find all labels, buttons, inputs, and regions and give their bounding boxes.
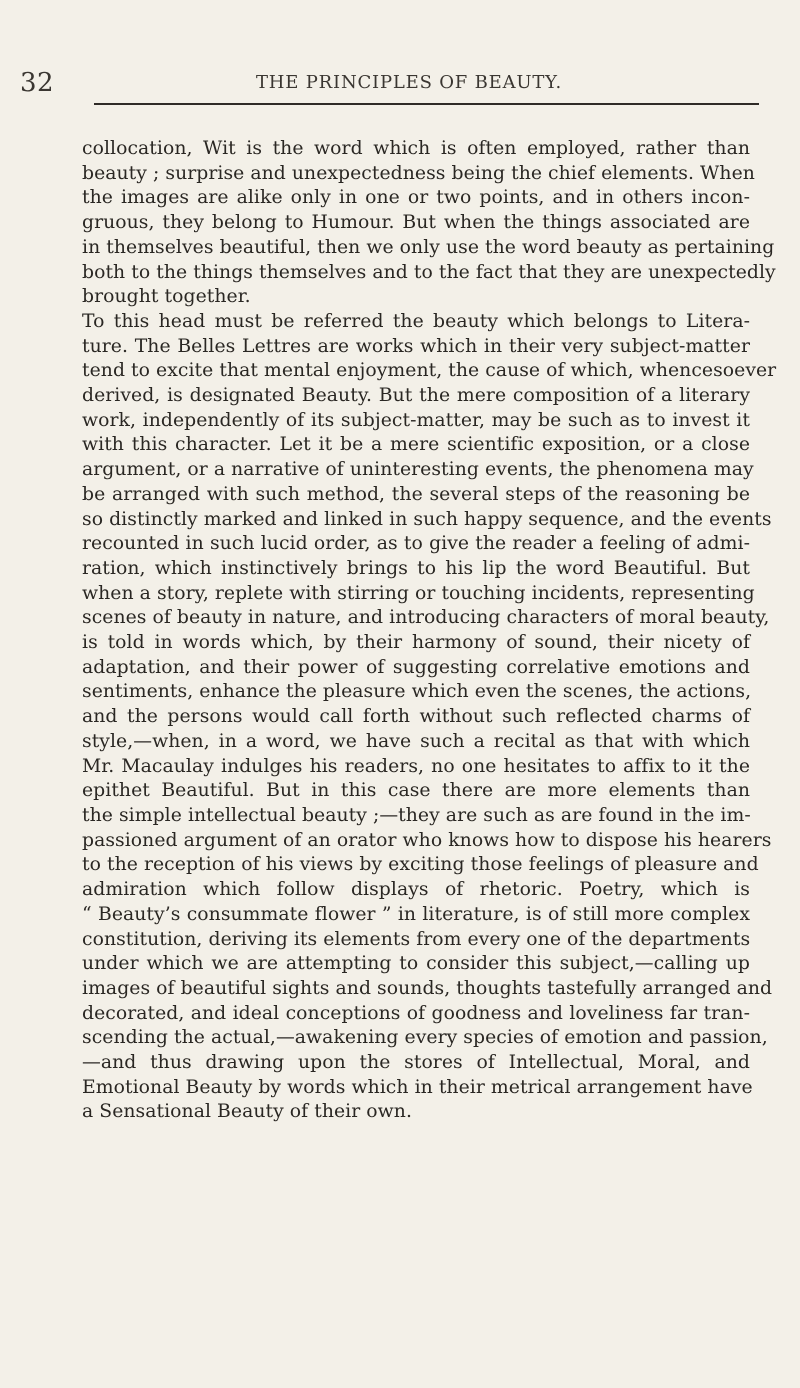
text-line: constitution, deriving its elements from every one of the departments — [82, 928, 751, 950]
text-line: Emotional Beauty by words which in their metrical arrangement have — [82, 1076, 753, 1098]
text-line: tend to excite that mental enjoyment, the cause of which, whencesoever — [82, 360, 777, 382]
text-line: images of beautiful sights and sounds, thoughts tastefully arranged and — [82, 977, 773, 999]
text-line: recounted in such lucid order, as to give the reader a feeling of admi- — [82, 533, 750, 555]
text-line: so distinctly marked and linked in such happy sequence, and the events — [82, 508, 772, 530]
text-line: epithet Beautiful. But in this case there are more elements than — [82, 780, 750, 802]
text-line: the simple intellectual beauty ;—they are such as are found in the im- — [82, 804, 751, 826]
text-line: beauty ; surprise and unexpectedness being the chief elements. When — [82, 162, 755, 184]
page-number: 32 — [20, 68, 55, 98]
text-line: to the reception of his views by exciting those feelings of pleasure and — [82, 854, 759, 876]
text-line: collocation, Wit is the word which is often employed, rather than — [82, 138, 750, 159]
text-line: the images are alike only in one or two points, and in others incon- — [82, 187, 750, 209]
text-line: work, independently of its subject-matter, may be such as to invest it — [82, 409, 750, 431]
text-line: Mr. Macaulay indulges his readers, no one hesitates to affix to it the — [82, 755, 750, 777]
body-text — [82, 137, 777, 1125]
text-line: brought together. — [82, 286, 251, 308]
text-line: argument, or a narrative of uninteresting events, the phenomena may — [82, 459, 754, 481]
text-line: a Sensational Beauty of their own. — [82, 1101, 412, 1123]
text-line: derived, is designated Beauty. But the mere composition of a literary — [82, 385, 750, 407]
text-line: gruous, they belong to Humour. But when the things associated are — [82, 212, 750, 234]
text-line: “ Beauty’s consummate flower ” in literature, is of still more complex — [82, 903, 750, 925]
text-line: decorated, and ideal conceptions of goodness and loveliness far tran- — [82, 1002, 750, 1024]
text-line: ration, which instinctively brings to his lip the word Beautiful. But — [82, 557, 750, 579]
text-line: be arranged with such method, the several steps of the reasoning be — [82, 483, 750, 505]
text-line: both to the things themselves and to the fact that they are unexpectedly — [82, 261, 776, 283]
running-head: THE PRINCIPLES OF BEAUTY. — [256, 72, 563, 93]
text-line: in themselves beautiful, then we only use the word beauty as pertaining — [82, 236, 775, 258]
text-line: with this character. Let it be a mere scientific exposition, or a close — [82, 434, 750, 456]
text-line: —and thus drawing upon the stores of Intellectual, Moral, and — [82, 1052, 750, 1074]
text-line: admiration which follow displays of rhetoric. Poetry, which is — [82, 879, 750, 901]
text-line: sentiments, enhance the pleasure which even the scenes, the actions, — [82, 681, 752, 703]
text-line: and the persons would call forth without such reflected charms of — [82, 706, 750, 728]
text-line: scenes of beauty in nature, and introducing characters of moral beauty, — [82, 607, 770, 629]
text-line: passioned argument of an orator who knows how to dispose his hearers — [82, 829, 772, 851]
text-line: ture. The Belles Lettres are works which in their very subject-matter — [82, 335, 750, 357]
text-line: is told in words which, by their harmony of sound, their nicety of — [82, 632, 750, 654]
text-line: under which we are attempting to consider this subject,—calling up — [82, 953, 750, 975]
text-line: when a story, replete with stirring or touching incidents, representing — [82, 582, 755, 604]
text-line: adaptation, and their power of suggesting correlative emotions and — [82, 656, 750, 678]
text-line: scending the actual,—awakening every species of emotion and passion, — [82, 1027, 768, 1049]
text-line: To this head must be referred the beauty which belongs to Litera- — [82, 310, 750, 332]
header-rule — [94, 103, 759, 105]
text-line: style,—when, in a word, we have such a recital as that with which — [82, 730, 750, 752]
